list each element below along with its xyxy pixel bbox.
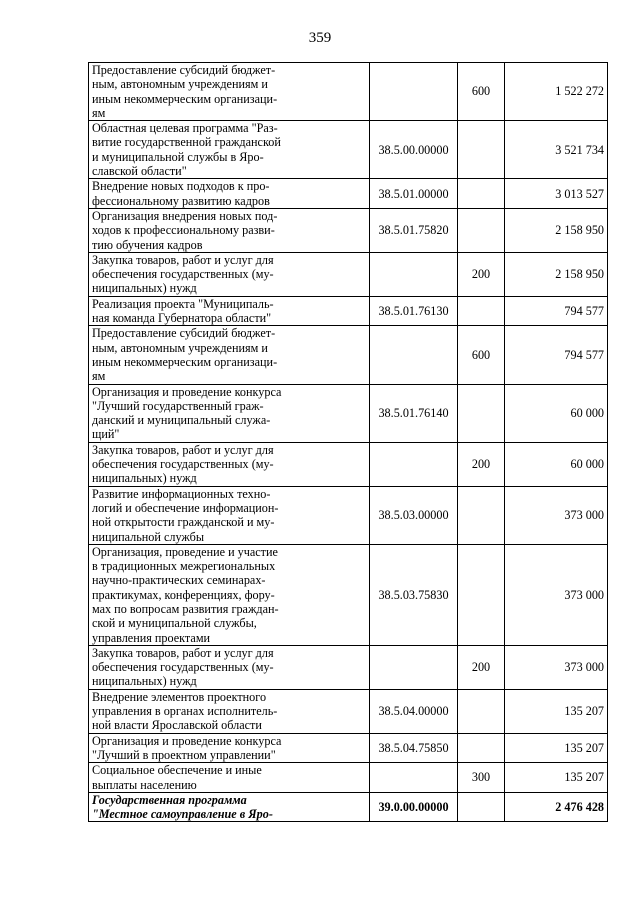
row-expense-type-cell — [458, 544, 505, 645]
table-row — [89, 326, 608, 384]
row-name-cell: Организация и проведение конкурса "Лучший государственный граж- данский и муниципальный служа- щий" — [89, 384, 370, 442]
row-code-cell: 38.5.04.75850 — [370, 733, 458, 763]
row-expense-type-cell: 200 — [458, 645, 505, 689]
row-code-cell — [370, 252, 458, 296]
budget-table-body — [89, 63, 608, 822]
row-expense-type-cell — [458, 486, 505, 544]
table-row — [89, 179, 608, 209]
row-amount-cell: 3 521 734 — [505, 121, 608, 179]
row-code-cell: 38.5.01.76140 — [370, 384, 458, 442]
row-amount-cell: 373 000 — [505, 544, 608, 645]
table-row — [89, 296, 608, 326]
row-name-cell: Предоставление субсидий бюджет- ным, автономным учреждениям и иным некоммерческим организаци- ям — [89, 326, 370, 384]
row-name-cell: Областная целевая программа "Раз- витие государственной гражданской и муниципальной службы в Яро- славской области" — [89, 121, 370, 179]
row-expense-type-cell — [458, 384, 505, 442]
row-code-cell — [370, 645, 458, 689]
row-expense-type-cell — [458, 689, 505, 733]
budget-table — [88, 62, 608, 822]
table-row — [89, 252, 608, 296]
table-row — [89, 792, 608, 822]
row-code-cell — [370, 326, 458, 384]
table-row — [89, 689, 608, 733]
row-name-cell: Организация и проведение конкурса "Лучший в проектном управлении" — [89, 733, 370, 763]
row-name-cell: Закупка товаров, работ и услуг для обеспечения государственных (му- ниципальных) нужд — [89, 252, 370, 296]
row-amount-cell: 135 207 — [505, 733, 608, 763]
table-row — [89, 442, 608, 486]
row-amount-cell: 373 000 — [505, 645, 608, 689]
row-amount-cell: 373 000 — [505, 486, 608, 544]
row-amount-cell: 135 207 — [505, 763, 608, 793]
table-row — [89, 208, 608, 252]
row-amount-cell: 794 577 — [505, 326, 608, 384]
table-row — [89, 384, 608, 442]
table-row — [89, 544, 608, 645]
row-expense-type-cell — [458, 121, 505, 179]
row-expense-type-cell: 300 — [458, 763, 505, 793]
row-code-cell: 38.5.03.00000 — [370, 486, 458, 544]
row-expense-type-cell — [458, 792, 505, 822]
row-amount-cell: 1 522 272 — [505, 63, 608, 121]
row-amount-cell: 3 013 527 — [505, 179, 608, 209]
row-name-cell: Организация, проведение и участие в традиционных межрегиональных научно-практических семинарах- практикумах, конференциях, фору- мах по вопросам развития граждан- ской и муниципальной службы, управления проектами — [89, 544, 370, 645]
row-code-cell — [370, 442, 458, 486]
row-code-cell — [370, 63, 458, 121]
row-expense-type-cell — [458, 208, 505, 252]
row-code-cell: 38.5.01.00000 — [370, 179, 458, 209]
row-expense-type-cell: 600 — [458, 63, 505, 121]
row-name-cell: Закупка товаров, работ и услуг для обеспечения государственных (му- ниципальных) нужд — [89, 645, 370, 689]
row-name-cell: Государственная программа "Местное самоуправление в Яро- — [89, 792, 370, 822]
row-code-cell — [370, 763, 458, 793]
row-code-cell: 38.5.04.00000 — [370, 689, 458, 733]
row-name-cell: Внедрение элементов проектного управления в органах исполнитель- ной власти Ярославской области — [89, 689, 370, 733]
table-row — [89, 733, 608, 763]
row-amount-cell: 60 000 — [505, 384, 608, 442]
row-expense-type-cell — [458, 296, 505, 326]
table-row — [89, 763, 608, 793]
row-expense-type-cell — [458, 179, 505, 209]
row-name-cell: Развитие информационных техно- логий и обеспечение информацион- ной открытости гражданской и му- ниципальной службы — [89, 486, 370, 544]
row-name-cell: Организация внедрения новых под- ходов к профессиональному разви- тию обучения кадров — [89, 208, 370, 252]
row-amount-cell: 2 158 950 — [505, 208, 608, 252]
table-row — [89, 645, 608, 689]
row-name-cell: Внедрение новых подходов к про- фессиональному развитию кадров — [89, 179, 370, 209]
row-code-cell: 38.5.01.76130 — [370, 296, 458, 326]
table-row — [89, 63, 608, 121]
row-amount-cell: 794 577 — [505, 296, 608, 326]
row-name-cell: Реализация проекта "Муниципаль- ная команда Губернатора области" — [89, 296, 370, 326]
row-code-cell: 39.0.00.00000 — [370, 792, 458, 822]
row-amount-cell: 135 207 — [505, 689, 608, 733]
table-row — [89, 121, 608, 179]
row-expense-type-cell: 200 — [458, 252, 505, 296]
row-amount-cell: 2 476 428 — [505, 792, 608, 822]
row-expense-type-cell: 600 — [458, 326, 505, 384]
row-code-cell: 38.5.00.00000 — [370, 121, 458, 179]
row-name-cell: Социальное обеспечение и иные выплаты населению — [89, 763, 370, 793]
page-number: 359 — [308, 30, 332, 46]
row-name-cell: Закупка товаров, работ и услуг для обеспечения государственных (му- ниципальных) нужд — [89, 442, 370, 486]
row-code-cell: 38.5.03.75830 — [370, 544, 458, 645]
row-amount-cell: 2 158 950 — [505, 252, 608, 296]
row-name-cell: Предоставление субсидий бюджет- ным, автономным учреждениям и иным некоммерческим организаци- ям — [89, 63, 370, 121]
row-amount-cell: 60 000 — [505, 442, 608, 486]
row-expense-type-cell: 200 — [458, 442, 505, 486]
table-row — [89, 486, 608, 544]
row-code-cell: 38.5.01.75820 — [370, 208, 458, 252]
row-expense-type-cell — [458, 733, 505, 763]
